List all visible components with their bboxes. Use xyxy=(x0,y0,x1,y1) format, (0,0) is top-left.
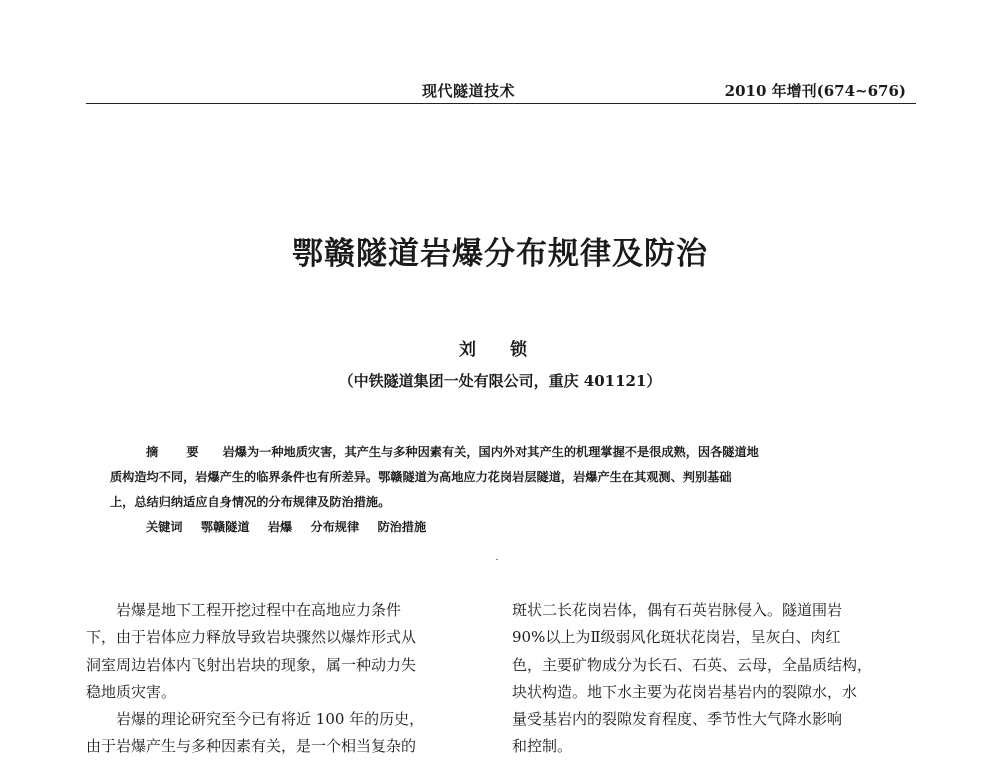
body-column-right xyxy=(512,597,916,761)
abstract-line: 质构造均不同，岩爆产生的临界条件也有所差异。鄂赣隧道为高地应力花岗岩层隧道，岩爆产生在其观测、判别基础 xyxy=(110,470,732,484)
author-name: 刘 锁 xyxy=(459,340,541,360)
keyword: 鄂赣隧道 xyxy=(200,520,250,534)
keyword: 防治措施 xyxy=(377,520,427,534)
scan-speck xyxy=(496,559,498,560)
header-rule xyxy=(86,103,916,104)
paragraph-line: 岩爆是地下工程开挖过程中在高地应力条件 xyxy=(116,601,402,619)
paragraph-line: 和控制。 xyxy=(512,737,573,756)
abstract-text: 岩爆为一种地质灾害，其产生与多种因素有关，国内外对其产生的机理掌握不是很成熟，因各隧道地 xyxy=(222,445,759,459)
issue-info: 2010 年增刊(674~676) xyxy=(724,82,906,100)
author-affiliation: （中铁隧道集团一处有限公司，重庆 401121） xyxy=(338,372,662,390)
abstract-label: 摘 要 xyxy=(146,445,211,459)
paragraph-line: 由于岩爆产生与多种因素有关，是一个相当复杂的 xyxy=(86,737,417,756)
paper-title: 鄂赣隧道岩爆分布规律及防治 xyxy=(292,236,708,272)
abstract-block xyxy=(110,440,910,515)
keywords-label: 关键词 xyxy=(146,520,183,534)
paragraph-line: 块状构造。地下水主要为花岗岩基岩内的裂隙水，水 xyxy=(512,682,858,701)
keywords xyxy=(146,518,440,535)
keyword: 岩爆 xyxy=(267,520,293,534)
abstract-line xyxy=(110,440,910,465)
paragraph-line: 洞室周边岩体内飞射出岩块的现象，属一种动力失 xyxy=(86,655,417,674)
paragraph-line: 岩爆的理论研究至今已有将近 100 年的历史， xyxy=(116,710,425,729)
body-column-left xyxy=(86,597,496,761)
paragraph-line: 色，主要矿物成分为长石、石英、云母，全晶质结构， xyxy=(512,655,873,674)
paragraph-line: 量受基岩内的裂隙发育程度、季节性大气降水影响 xyxy=(512,710,843,729)
abstract-line: 上，总结归纳适应自身情况的分布规律及防治措施。 xyxy=(110,495,391,509)
paragraph-line: 90%以上为Ⅱ级弱风化斑状花岗岩，呈灰白、肉红 xyxy=(512,628,841,647)
keyword: 分布规律 xyxy=(310,520,360,534)
paragraph-line: 下，由于岩体应力释放导致岩块骤然以爆炸形式从 xyxy=(86,628,417,647)
paragraph-line: 稳地质灾害。 xyxy=(86,682,177,701)
paragraph-line: 斑状二长花岗岩体，偶有石英岩脉侵入。隧道围岩 xyxy=(512,601,843,619)
journal-name: 现代隧道技术 xyxy=(422,82,516,100)
